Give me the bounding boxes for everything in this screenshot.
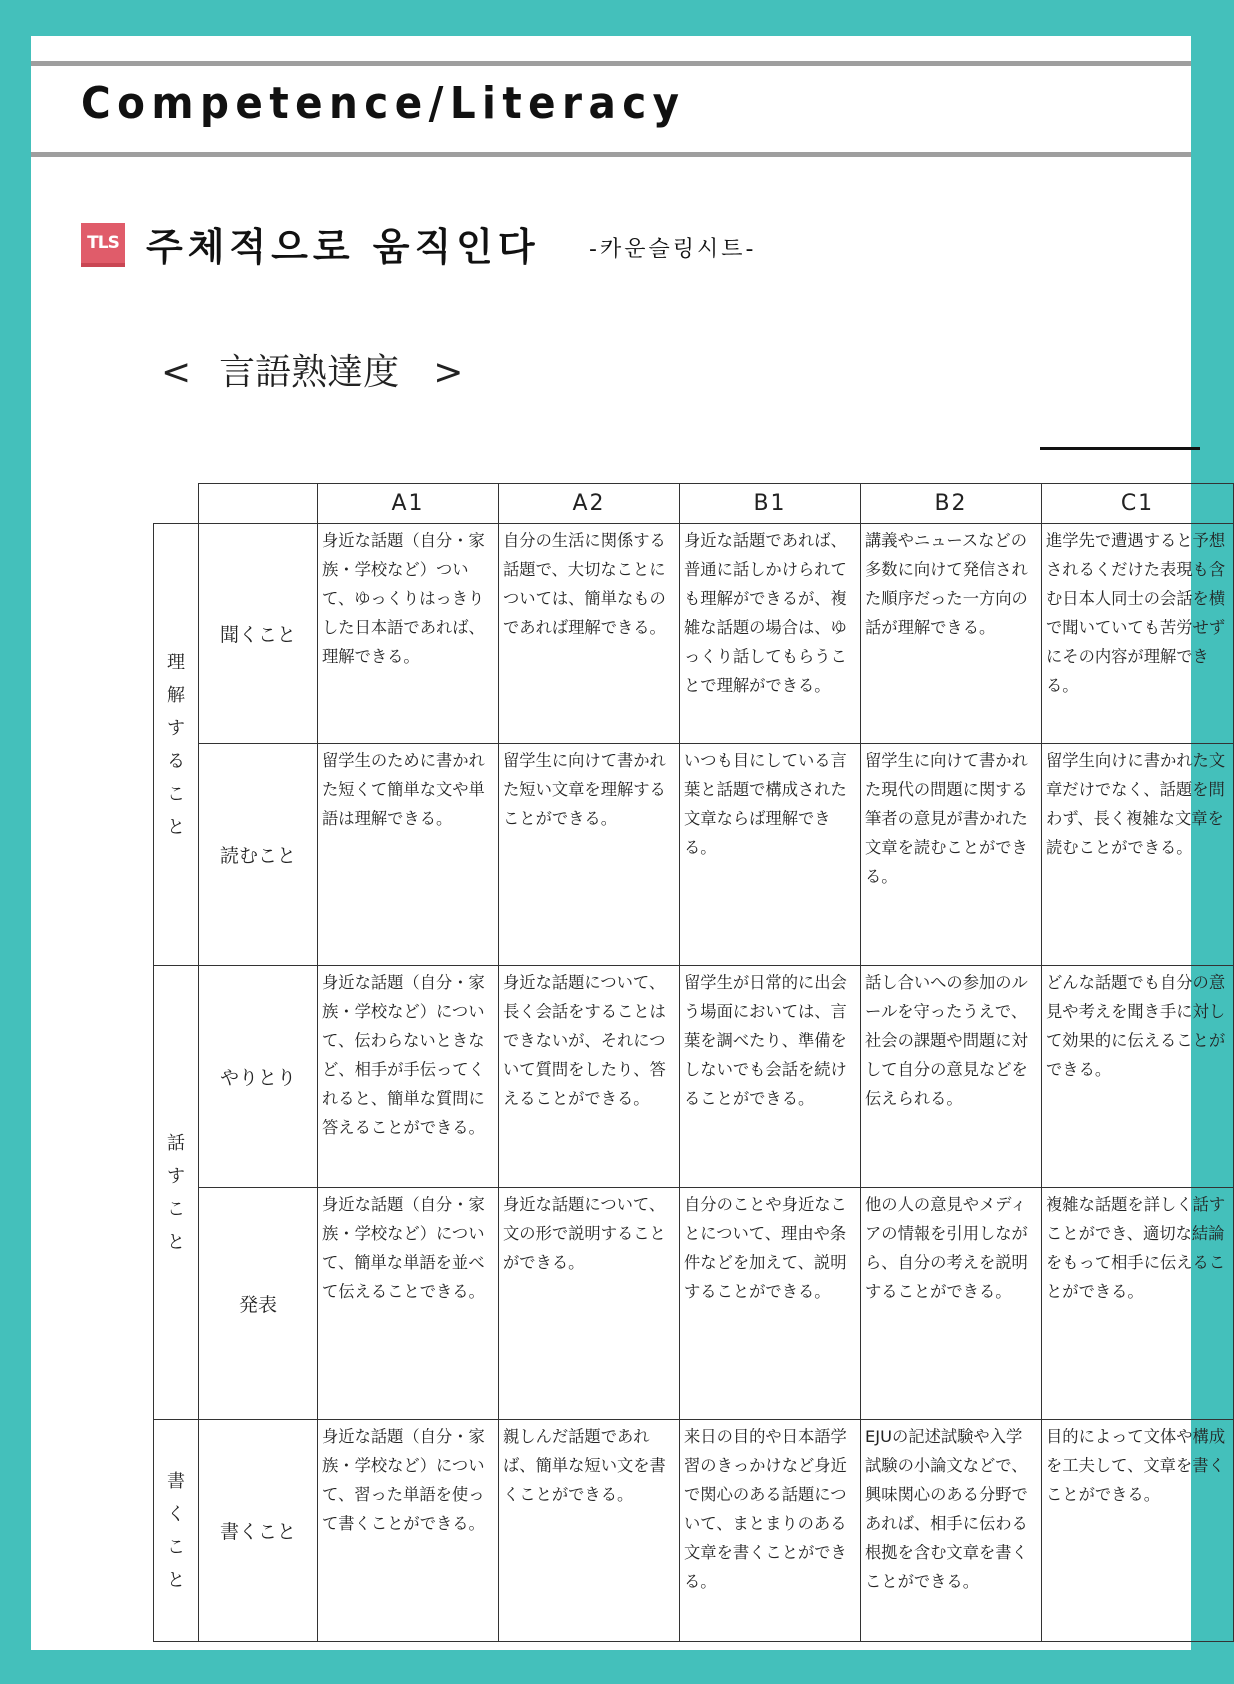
- table-row: [154, 744, 1234, 966]
- tls-logo: TLS: [81, 223, 125, 267]
- table-cell: 自分の生活に関係する話題で、大切なことについては、簡単なものであれば理解できる。: [499, 524, 680, 744]
- empty-corner: [154, 484, 199, 524]
- table-cell: 身近な話題（自分・家族・学校など）について、簡単な単語を並べて伝えることできる。: [318, 1188, 499, 1420]
- level-a1: A1: [318, 484, 499, 524]
- subsection-label: 言語熟達度: [219, 352, 400, 393]
- header-title: Competence/Literacy: [81, 78, 686, 129]
- table-cell: EJUの記述試験や入学試験の小論文などで、興味関心のある分野であれば、相手に伝わる根拠を含む文章を書くことができる。: [861, 1420, 1042, 1642]
- skill-reading: 読むこと: [199, 744, 318, 966]
- table-row: [154, 966, 1234, 1188]
- close-bracket: >: [433, 352, 464, 393]
- table-cell: 来日の目的や日本語学習のきっかけなど身近で関心のある話題について、まとまりのある文章を書くことができる。: [680, 1420, 861, 1642]
- level-c1: C1: [1042, 484, 1234, 524]
- table-cell: 身近な話題（自分・家族・学校など）について、習った単語を使って書くことができる。: [318, 1420, 499, 1642]
- top-right-rule: [1040, 447, 1200, 450]
- table-cell: 進学先で遭遇すると予想されるくだけた表現も含む日本人同士の会話を横で聞いていても苦労せずにその内容が理解できる。: [1042, 524, 1234, 744]
- skill-presentation: 発表: [199, 1188, 318, 1420]
- level-b1: B1: [680, 484, 861, 524]
- section-title: 주체적으로 움직인다: [146, 225, 540, 269]
- table-cell: 留学生が日常的に出会う場面においては、言葉を調べたり、準備をしないでも会話を続けることができる。: [680, 966, 861, 1188]
- skill-interaction: やりとり: [199, 966, 318, 1188]
- skill-listening: 聞くこと: [199, 524, 318, 744]
- header-top-rule: [31, 61, 1191, 66]
- table-cell: 身近な話題（自分・家族・学校など）について、伝わらないときなど、相手が手伝ってくれると、簡単な質問に答えることができる。: [318, 966, 499, 1188]
- table-header-row: [154, 484, 1234, 524]
- section-subtitle: -카운슬링시트-: [589, 237, 757, 262]
- category-writing: 書くこと: [154, 1420, 199, 1642]
- subsection-heading: [161, 344, 463, 395]
- table-cell: いつも目にしている言葉と話題で構成された文章ならば理解できる。: [680, 744, 861, 966]
- table-cell: 他の人の意見やメディアの情報を引用しながら、自分の考えを説明することができる。: [861, 1188, 1042, 1420]
- table-cell: 自分のことや身近なことについて、理由や条件などを加えて、説明することができる。: [680, 1188, 861, 1420]
- table-cell: 留学生に向けて書かれた短い文章を理解することができる。: [499, 744, 680, 966]
- table-cell: 留学生のために書かれた短くて簡単な文や単語は理解できる。: [318, 744, 499, 966]
- table-cell: 講義やニュースなどの多数に向けて発信された順序だった一方向の話が理解できる。: [861, 524, 1042, 744]
- header-bottom-rule: [31, 152, 1191, 157]
- table-row: [154, 1188, 1234, 1420]
- table-cell: 親しんだ話題であれば、簡単な短い文を書くことができる。: [499, 1420, 680, 1642]
- counseling-sheet: [31, 36, 1226, 1650]
- category-understanding: 理解すること: [154, 524, 199, 966]
- level-a2: A2: [499, 484, 680, 524]
- table-cell: 身近な話題（自分・家族・学校など）ついて、ゆっくりはっきりした日本語であれば、理解できる。: [318, 524, 499, 744]
- table-cell: 身近な話題について、文の形で説明することができる。: [499, 1188, 680, 1420]
- table-cell: 留学生に向けて書かれた現代の問題に関する筆者の意見が書かれた文章を読むことができる。: [861, 744, 1042, 966]
- level-b2: B2: [861, 484, 1042, 524]
- table-cell: 話し合いへの参加のルールを守ったうえで、社会の課題や問題に対して自分の意見などを伝えられる。: [861, 966, 1042, 1188]
- table-cell: 目的によって文体や構成を工夫して、文章を書くことができる。: [1042, 1420, 1234, 1642]
- skill-writing: 書くこと: [199, 1420, 318, 1642]
- table-cell: 留学生向けに書かれた文章だけでなく、話題を問わず、長く複雑な文章を読むことができる。: [1042, 744, 1234, 966]
- table-cell: どんな話題でも自分の意見や考えを聞き手に対して効果的に伝えることができる。: [1042, 966, 1234, 1188]
- table-cell: 身近な話題について、長く会話をすることはできないが、それについて質問をしたり、答えることができる。: [499, 966, 680, 1188]
- table-row: [154, 1420, 1234, 1642]
- empty-header: [199, 484, 318, 524]
- open-bracket: <: [161, 352, 192, 393]
- table-cell: 身近な話題であれば、普通に話しかけられても理解ができるが、複雑な話題の場合は、ゆっくり話してもらうことで理解ができる。: [680, 524, 861, 744]
- language-proficiency-table: [153, 483, 1234, 1642]
- category-speaking: 話すこと: [154, 966, 199, 1420]
- table-row: [154, 524, 1234, 744]
- table-cell: 複雑な話題を詳しく話すことができ、適切な結論をもって相手に伝えることができる。: [1042, 1188, 1234, 1420]
